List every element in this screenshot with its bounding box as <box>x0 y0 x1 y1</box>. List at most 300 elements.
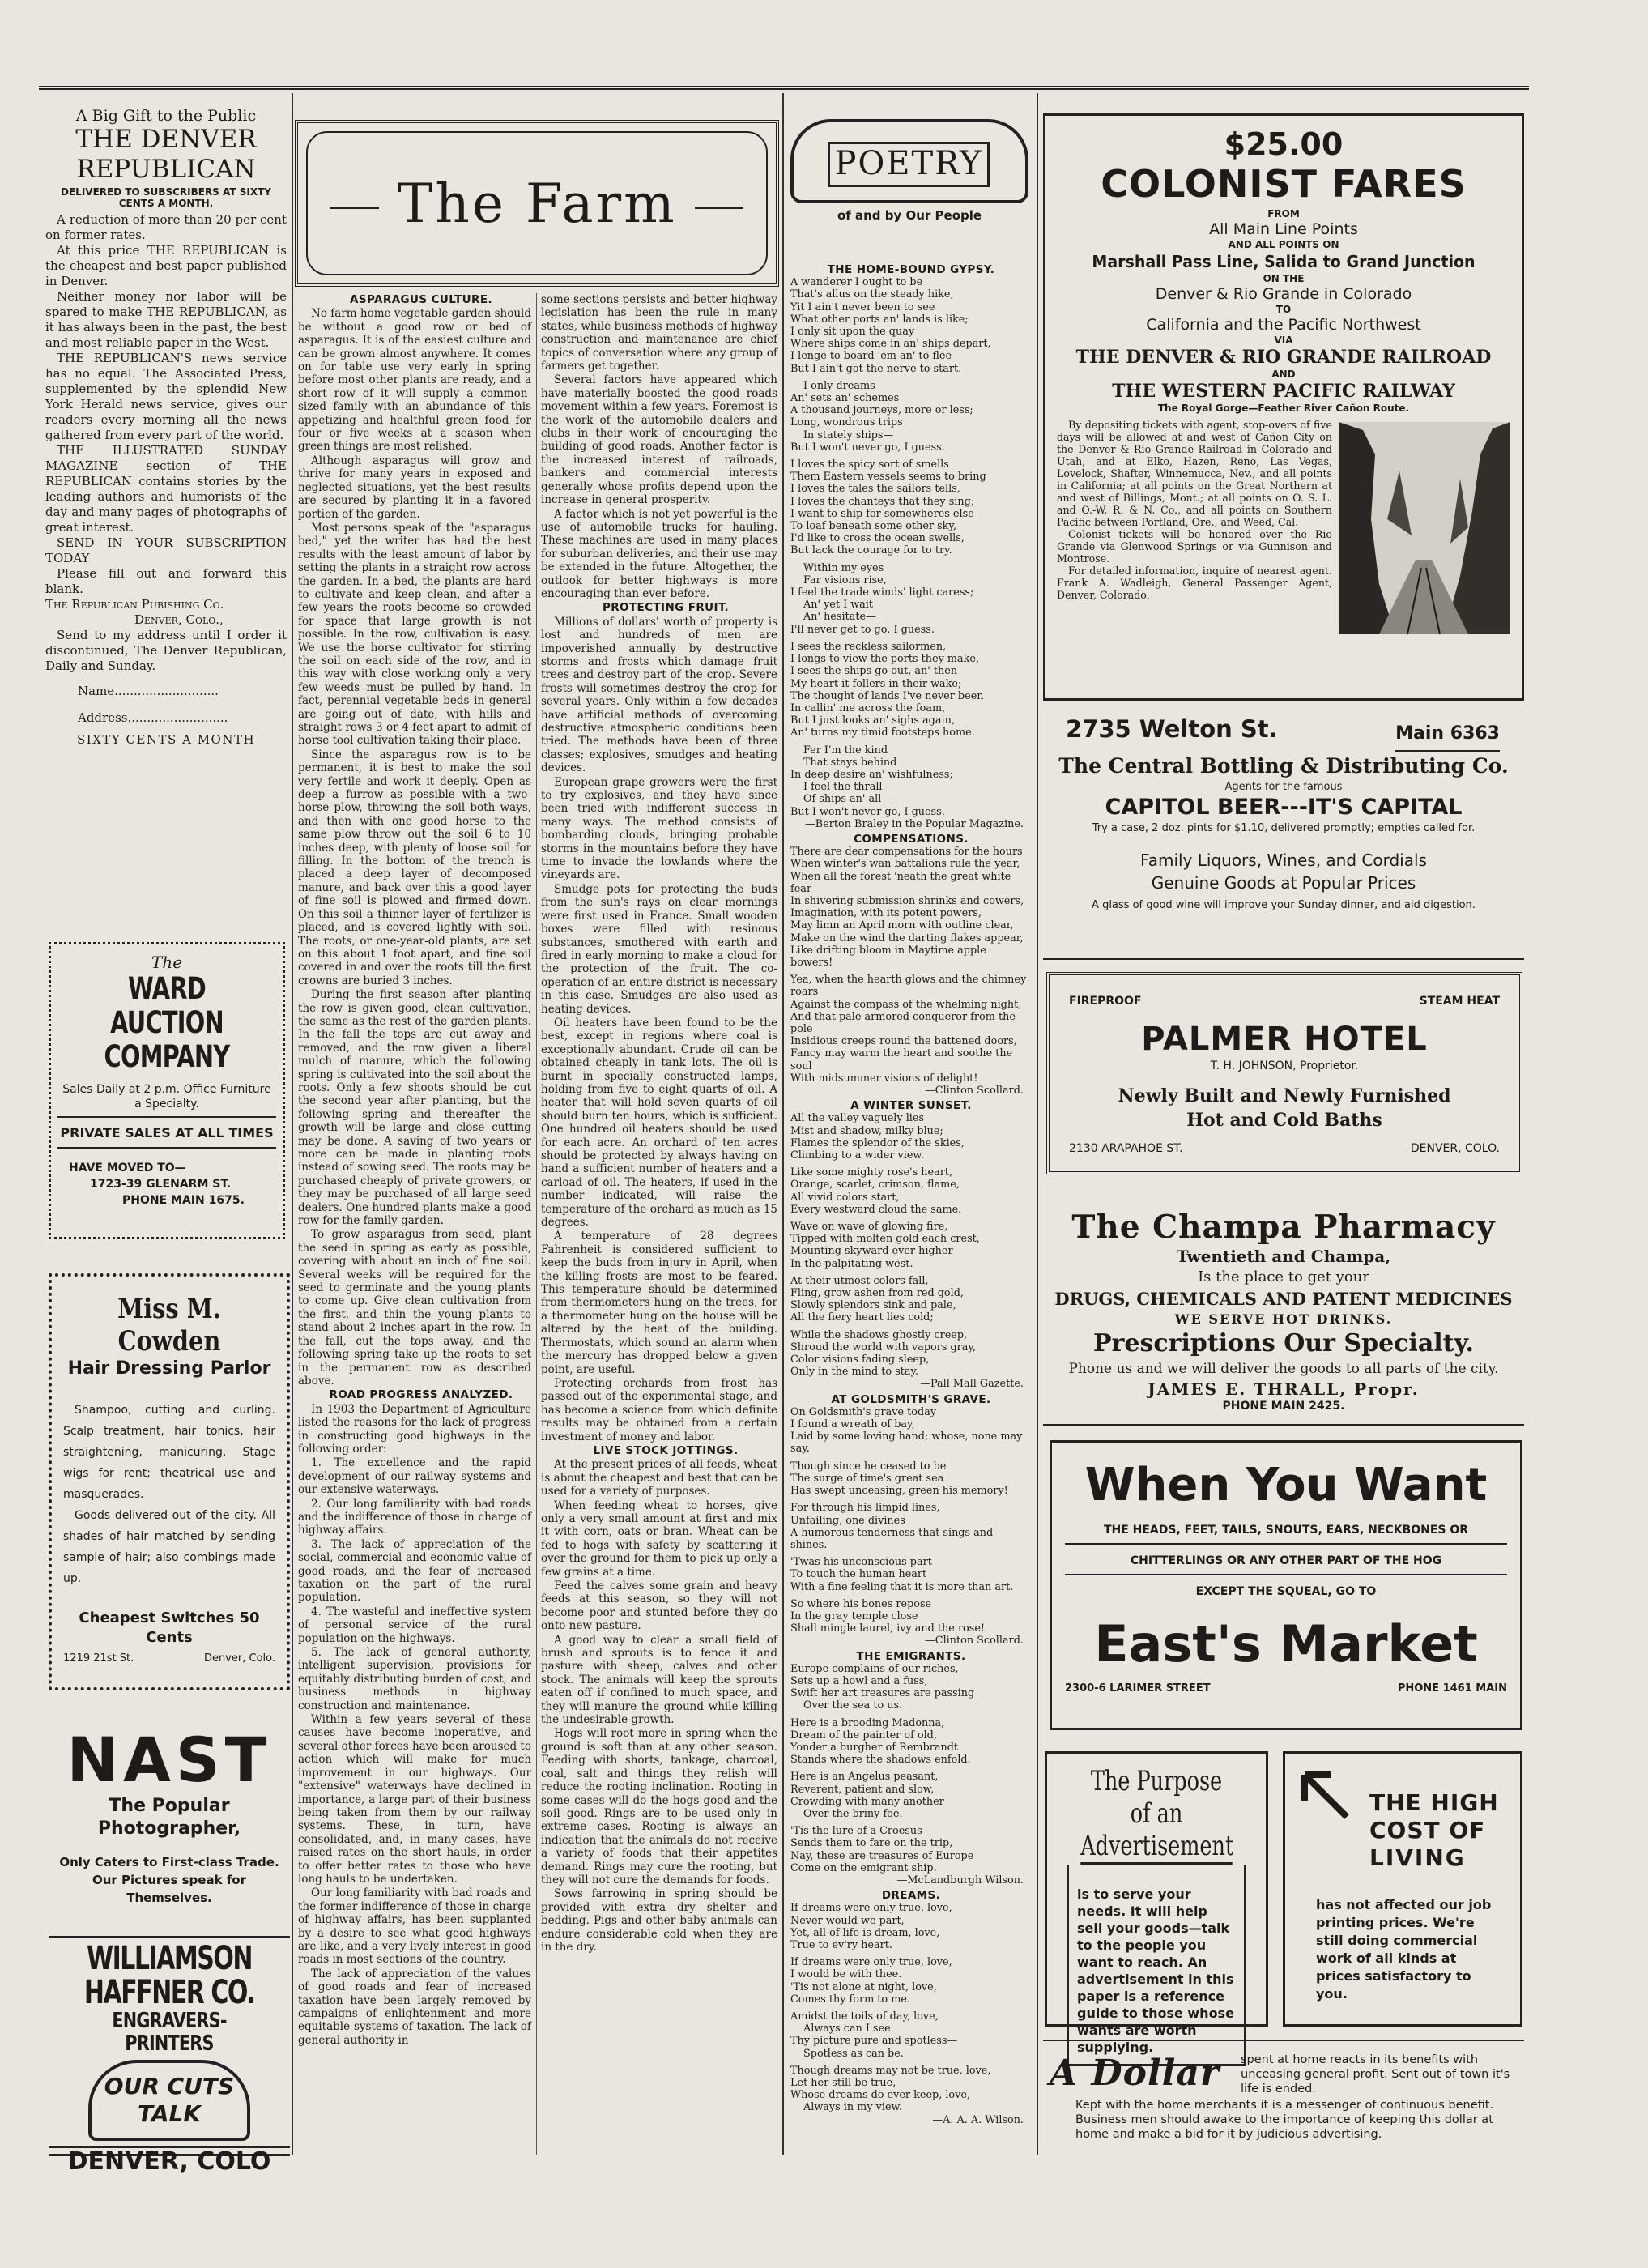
poem-title: AT GOLDSMITH'S GRAVE. <box>831 1392 991 1406</box>
paragraph: At the present prices of all feeds, wheat is about the cheapest and best that can be used for a variety of purposes. <box>541 1458 777 1498</box>
poem-line: I only sit upon the quay <box>790 326 915 339</box>
poem-line: I feel the trade winds' light caress; <box>790 586 974 599</box>
poem-line: But I won't never go, I guess. <box>790 805 945 818</box>
poem-line: I loves the spicy sort of smells <box>790 458 949 471</box>
colonist-fares-ad <box>1043 113 1524 701</box>
paragraph: A factor which is not yet powerful is the use of automobile trucks for hauling. These machines are used in many places for suburban deliveries, and their use may be extended in the future. Altogether, the outlook for better highways is more encouraging than ever before. <box>541 507 777 600</box>
column-rule <box>782 93 784 2155</box>
poem-line: A wanderer I ought to be <box>790 276 923 289</box>
fare-line: The Royal Gorge—Feather River Cañon Route. <box>1157 403 1410 414</box>
poem-line: An' sets an' schemes <box>790 392 900 405</box>
poem-line: Whose dreams do ever keep, love, <box>790 2089 971 2102</box>
poem-line: With midsummer visions of delight! <box>790 1072 978 1085</box>
name-field[interactable]: Name........................... <box>78 684 219 698</box>
poem-line: Fer I'm the kind <box>803 744 888 757</box>
gift-line: A Big Gift to the Public <box>75 107 257 125</box>
ward-auction-ad <box>49 942 285 1239</box>
palmer-hotel-ad <box>1046 972 1522 1174</box>
champa-pharmacy-ad <box>1043 1209 1524 1419</box>
paragraph: Please fill out and forward this blank. <box>45 566 287 596</box>
poem-line: In the palpitating west. <box>790 1257 913 1270</box>
paragraph: Smudge pots for protecting the buds from the sun's rays on clear mornings were first used in France. Small wooden boxes were filled with resinous substances, smothered with earth and fired in early morning to make a cloud for the protection of the fruit. The co-operation of an entire district is necessary in this case. Smudges are also used as heating devices. <box>541 882 777 1016</box>
paragraph: A reduction of more than 20 per cent on former rates. <box>45 212 287 242</box>
poem-line: That's allus on the steady hike, <box>790 288 954 301</box>
poem-line: Unfailing, one divines <box>790 1514 905 1527</box>
nast-title: NAST <box>66 1724 272 1796</box>
poem-line: Yet, all of life is dream, love, <box>790 1926 940 1939</box>
poem-line: But lack the courage for to try. <box>790 544 952 557</box>
poem-line: Color visions fading sleep, <box>790 1354 930 1366</box>
poem-line: I sees the reckless sailormen, <box>790 640 947 653</box>
easts-market-ad <box>1050 1440 1522 1730</box>
poem-line: Always in my view. <box>803 2101 903 2114</box>
wh-emblem-text: OUR CUTS TALK <box>104 2073 235 2127</box>
nast-ad <box>49 1725 290 1920</box>
cost-text: has not affected our job printing prices. We're still doing commercial work of all kinds at prices satisfactory to you. <box>1316 1897 1492 2002</box>
poem-line: All the fiery heart lies cold; <box>790 1311 934 1324</box>
address-field[interactable]: Address.......................... <box>78 710 228 725</box>
cowden-switches: Cheapest Switches 50 Cents <box>79 1609 260 1646</box>
dollar-title: A Dollar <box>1050 2053 1220 2094</box>
paragraph: Denver, Colo., <box>134 612 224 627</box>
poem-line: An' yet I wait <box>803 599 874 612</box>
poem-line: Like drifting bloom in Maytime apple bowers! <box>790 944 986 969</box>
ward-text: Sales Daily at 2 p.m. Office Furniture a Specialty. <box>62 1083 271 1111</box>
paragraph: When feeding wheat to horses, give only a very small amount at first and mix it with corn, oats or bran. Wheat can be fed to hogs with safety by scattering it over the ground for them to pick up only a few grains at a time. <box>541 1498 777 1579</box>
poem-line: My heart it follers in their wake; <box>790 677 962 690</box>
poem-line: If dreams were only true, love, <box>790 1956 952 1969</box>
poem-line: Sets up a howl and a fuss, <box>790 1674 928 1687</box>
purpose-title2: Advertisement <box>1080 1830 1233 1865</box>
poem <box>790 1902 1032 2113</box>
poem-line: Far visions rise, <box>803 573 887 586</box>
poem-title: A WINTER SUNSET. <box>850 1099 972 1113</box>
cowden-sub: Hair Dressing Parlor <box>67 1358 271 1379</box>
pharmacy-drugs: DRUGS, CHEMICALS AND PATENT MEDICINES <box>1054 1289 1513 1309</box>
hotel-city: DENVER, COLO. <box>1410 1142 1500 1155</box>
paragraph: Hogs will root more in spring when the ground is soft than at any other season. Feeding with shorts, tankage, charcoal, coal, salt and things they relish will reduce the rooting inclination. Rooting in some cases will do the hogs good and the soil good. Rings are to be used only in extreme cases. Rooting is always an indication that the animals do not receive a variety of foods that their appetites demand. Rings may cure the rooting, but they will not cure the demands for foods. <box>541 1727 777 1886</box>
fare-line: FROM <box>1267 208 1300 220</box>
paragraph: In 1903 the Department of Agriculture listed the reasons for the lack of progress in constructing good highways in the following order: <box>298 1402 531 1456</box>
poem-line: Over the sea to us. <box>803 1699 903 1712</box>
poem-line: Within my eyes <box>803 561 884 574</box>
poem-line: Orange, scarlet, crimson, flame, <box>790 1179 960 1192</box>
ward-private: PRIVATE SALES AT ALL TIMES <box>60 1125 274 1140</box>
poem-line: Laid by some loving hand; whose, none may say. <box>790 1430 1023 1456</box>
poem-line: There are dear compensations for the hours <box>790 846 1023 859</box>
poem-line: 'Tis the lure of a Croesus <box>790 1825 922 1838</box>
poem-line: For through his limpid lines, <box>790 1502 940 1515</box>
poem-line: Tipped with molten gold each crest, <box>790 1233 980 1246</box>
poem-line: All the valley vaguely lies <box>790 1112 925 1125</box>
poem-line: True to ev'ry heart. <box>790 1939 892 1951</box>
farm-column-b <box>541 293 777 2156</box>
poem-line: Make on the wind the darting flakes appear, <box>790 932 1024 944</box>
fare-text: Colonist tickets will be honored over the Rio Grande via Glenwood Springs or via Gunnison and Montrose. <box>1057 528 1332 565</box>
hotel-fireproof: FIREPROOF <box>1069 995 1142 1008</box>
bottling-liquors: Family Liquors, Wines, and Cordials <box>1140 850 1427 870</box>
fare-line: All Main Line Points <box>1209 220 1358 238</box>
poem-line: Fancy may warm the heart and soothe the soul <box>790 1047 1013 1072</box>
poem-line: Spotless as can be. <box>803 2047 904 2060</box>
masthead-line2: REPUBLICAN <box>76 155 256 184</box>
fare-title: COLONIST FARES <box>1101 162 1467 206</box>
poem-line: I feel the thrall <box>803 781 883 794</box>
paragraph: A good way to clear a small field of brush and sprouts is to fence it and pasture with sheep, calves and other stock. The animals will keep the sprouts eaten off if confined to much space, and they will manure the ground while killing the undesirable growth. <box>541 1633 777 1727</box>
paragraph: THE REPUBLICAN'S news service has no equal. The Associated Press, supplemented by the splendid New York Herald news service, gives our readers every morning all the news gathered from every part of the world. <box>45 351 287 442</box>
arrow-icon <box>1298 1768 1355 1846</box>
poem-line: On Goldsmith's grave today <box>790 1405 937 1418</box>
poetry-column <box>790 264 1032 2156</box>
wh-line1: WILLIAMSON <box>87 1940 252 1977</box>
market-name: East's Market <box>1094 1614 1478 1673</box>
poem-line: I longs to view the ports they make, <box>790 653 980 666</box>
paragraph: At this price THE REPUBLICAN is the cheapest and best paper published in Denver. <box>45 243 287 288</box>
paragraph: To grow asparagus from seed, plant the seed in spring as early as possible, covering with about an inch of fine soil. Several weeks will be required for the seed to germinate and the young plants to come up. Give clean cultivation from the first, and thin the young plants to stand about 2 inches apart in the row. In the fall, cut the tops away, and the following spring take up the roots to set in the permanent row as described above. <box>298 1228 531 1388</box>
hotel-steam: STEAM HEAT <box>1419 995 1500 1008</box>
top-rule <box>39 86 1529 90</box>
poem-line: To loaf beneath some other sky, <box>790 520 957 533</box>
poem-line: With a fine feeling that it is more than art. <box>790 1580 1014 1593</box>
poem-line: Stands where the shadows enfold. <box>790 1754 971 1767</box>
poem-line: Climbing to a wider view. <box>790 1149 924 1162</box>
purpose-text: is to serve your needs. It will help sell your goods—talk to the people you want to reach. An advertisement in this paper is a reference guide to those whose wants are worth supplying. <box>1077 1886 1234 2055</box>
poem-signature: —McLandburgh Wilson. <box>896 1874 1024 1886</box>
paragraph: The lack of appreciation of the values of good roads and fear of increased taxation have been largely removed by campaigns of enlightenment and more equitable systems of taxation. The lack of general authority in <box>298 1967 531 2047</box>
cost-line1: THE HIGH <box>1369 1789 1499 1816</box>
poem-line: Though dreams may not be true, love, <box>790 2064 991 2077</box>
poem-line: In stately ships— <box>803 428 894 441</box>
poem-line: In deep desire an' wishfulness; <box>790 768 953 781</box>
paragraph: Protecting orchards from frost has passed out of the experimental stage, and has become a science from which definite results may be obtained from a certain investment of money and labor. <box>541 1376 777 1443</box>
williamson-haffner-ad <box>49 1936 290 2176</box>
poem-line: In callin' me across the foam, <box>790 701 946 714</box>
heading-asparagus: ASPARAGUS CULTURE. <box>350 293 492 306</box>
poem-line: When all the forest 'neath the great white fear <box>790 870 1011 895</box>
bottling-name: The Central Bottling & Distributing Co. <box>1058 754 1509 778</box>
poem-line: And that pale armored conqueror from the pole <box>790 1010 1016 1035</box>
poem-line: The surge of time's great sea <box>790 1472 944 1485</box>
paragraph: 2. Our long familiarity with bad roads and the indifference of those in charge of highway affairs. <box>298 1497 531 1537</box>
cowden-text: Shampoo, cutting and curling. Scalp treatment, hair tonics, hair straightening, manicuring. Stage wigs for rent; theatrical use and masquerades. <box>63 1404 275 1501</box>
paragraph: Send to my address until I order it discontinued, The Denver Republican, Daily and Sunday. <box>45 628 287 673</box>
delivered-line: DELIVERED TO SUBSCRIBERS AT SIXTY CENTS A MONTH. <box>61 186 271 209</box>
pharmacy-location: Twentieth and Champa, <box>1176 1247 1391 1266</box>
ward-the: The <box>151 953 183 972</box>
poem <box>790 846 1032 1085</box>
paragraph: THE ILLUSTRATED SUNDAY MAGAZINE section of THE REPUBLICAN contains stories by the leading authors and humorists of the day and many pages of photographs of great interest. <box>45 443 287 535</box>
bottling-offer: Try a case, 2 doz. pints for $1.10, delivered promptly; empties called for. <box>1092 822 1476 834</box>
poem-line: That stays behind <box>803 756 897 769</box>
poem-line: I'll never get to go, I guess. <box>790 623 935 636</box>
ad-rule <box>1043 958 1524 960</box>
market-phone: PHONE 1461 MAIN <box>1397 1682 1507 1695</box>
poem <box>790 1112 1032 1378</box>
poem-line: I only dreams <box>803 379 875 392</box>
bottling-genuine: Genuine Goods at Popular Prices <box>1151 873 1416 893</box>
pharmacy-name: The Champa Pharmacy <box>1071 1209 1496 1246</box>
paragraph: Our long familiarity with bad roads and the former indifference of those in charge of highway affairs, has been supplanted by a desire to see what good highways are like, and a very lively interest in good roads in most sections of the country. <box>298 1886 531 1967</box>
fare-line: AND ALL POINTS ON <box>1228 239 1339 250</box>
poem-line: Mist and shadow, milky blue; <box>790 1124 943 1137</box>
ward-address: 1723-39 GLENARM ST. <box>90 1178 232 1191</box>
market-title: When You Want <box>1084 1459 1488 1511</box>
high-cost-ad <box>1283 1751 1522 2027</box>
column-rule <box>536 293 537 2155</box>
column-rule <box>1037 93 1038 2155</box>
poem-line: Come on the emigrant ship. <box>790 1861 937 1874</box>
poem-line: Every westward cloud the same. <box>790 1203 962 1216</box>
poem-line: Fling, grow ashen from red gold, <box>790 1287 964 1300</box>
poem-line: 'Twas his unconscious part <box>790 1556 932 1569</box>
poem-title: THE HOME-BOUND GYPSY. <box>827 263 995 276</box>
heading-fruit: PROTECTING FRUIT. <box>602 601 730 615</box>
dollar-text: spent at home reacts in its benefits with unceasing general profit. Sent out of town it's life is ended. <box>1241 2053 1510 2095</box>
poem-line: Over the briny foe. <box>803 1807 903 1820</box>
paragraph: 1. The excellence and the rapid development of our railway systems and our extensive waterways. <box>298 1456 531 1497</box>
paragraph: The Republican Pubishing Co. <box>45 597 224 612</box>
paragraph: Most persons speak of the "asparagus bed," yet the writer has had the best results with the least amount of labor by setting the plants in a straight row across the garden. In a bed, the plants are hard to cultivate and keep clean, and after a few years the roots become so crowded for space that large growth is not possible. In the row, cultivation is easy. We use the horse cultivator for stirring the soil on each side of the row, and in this way with close working only a very few weeds must be pulled by hand. In fact, perennial vegetable beds in general are going out of date, with hills and straight rows 3 or 4 feet apart to admit of horse tool cultivation taking their place. <box>298 521 531 748</box>
poem-line: Of ships an' all— <box>803 793 892 806</box>
poem-line: Has swept unceasing, green his memory! <box>790 1485 1008 1498</box>
poem-line: Yea, when the hearth glows and the chimney roars <box>790 974 1027 999</box>
paragraph: 5. The lack of general authority, intelligent supervision, provisions for equitably distributing burden of cost, and business methods in highway construction and maintenance. <box>298 1646 531 1712</box>
poem-line: In shivering submission shrinks and cowers, <box>790 894 1024 907</box>
ward-moved: HAVE MOVED TO— <box>69 1162 186 1174</box>
bottling-phone: Main 6363 <box>1395 718 1500 752</box>
poem-line: At their utmost colors fall, <box>790 1274 929 1287</box>
hotel-baths: Hot and Cold Baths <box>1186 1110 1382 1131</box>
poem-line: Yit I ain't never been to see <box>790 301 935 313</box>
wh-city: DENVER, COLO <box>49 2146 290 2176</box>
poem-line: I lenge to board 'em an' to flee <box>790 350 952 363</box>
poem-line: A thousand journeys, more or less; <box>790 404 973 417</box>
paragraph: some sections persists and better highway legislation has been the rule in many states, while business methods of highway construction and maintenance are chief topics of conversation where any group of farmers get together. <box>541 293 777 373</box>
poem-line: But I won't never go, I guess. <box>790 441 945 454</box>
paragraph: 3. The lack of appreciation of the social, commercial and economic value of good roads, and the fear of increased taxation on the part of the rural population. <box>298 1537 531 1605</box>
poem-line: What other ports an' lands is like; <box>790 313 969 326</box>
market-address: 2300-6 LARIMER STREET <box>1065 1682 1211 1695</box>
poem-line: Mounting skyward ever higher <box>790 1245 953 1258</box>
poem-line: Comes thy form to me. <box>790 1993 910 2006</box>
poem-signature: —Clinton Scollard. <box>924 1085 1024 1097</box>
pharmacy-place: Is the place to get your <box>1198 1268 1369 1285</box>
poem-line: Swift her art treasures are passing <box>790 1687 975 1700</box>
wh-line3: ENGRAVERS-PRINTERS <box>112 2009 227 2056</box>
poem <box>790 276 1032 818</box>
poem-line: Nay, these are treasures of Europe <box>790 1849 974 1862</box>
poem-line: Dream of the painter of old, <box>790 1729 937 1742</box>
bottling-wine: A glass of good wine will improve your Sunday dinner, and aid digestion. <box>1092 899 1476 911</box>
poem-line: Against the compass of the whelming night, <box>790 998 1022 1011</box>
paragraph: Within a few years several of these causes have become inoperative, and several other forces have been aroused to action which will make for much improvement in our highways. Our "extensive" waterways have declined in importance, a large part of their business being taken from them by our railway systems. These, in turn, have consolidated, and, in many cases, have raised rates on the short hauls, in order to offer better rates to those who have long hauls to be undertaken. <box>298 1713 531 1886</box>
poem-line: I sees the ships go out, an' then <box>790 665 958 678</box>
poem-line: Wave on wave of glowing fire, <box>790 1221 948 1234</box>
fare-line: AND <box>1271 369 1296 380</box>
ad-rule <box>1043 1424 1524 1426</box>
poem-line: Shall mingle laurel, ivy and the rose! <box>790 1622 986 1635</box>
wh-emblem <box>88 2060 250 2141</box>
fare-text: For detailed information, inquire of nearest agent. Frank A. Wadleigh, General Passenger Agent, Denver, Colorado. <box>1057 565 1332 601</box>
poem-line: Reverent, patient and slow, <box>790 1783 935 1796</box>
poem-line: But I ain't got the nerve to start. <box>790 362 962 375</box>
poem-line: Flames the splendor of the skies, <box>790 1136 965 1149</box>
poem-line: I'd like to cross the ocean swells, <box>790 532 965 545</box>
poem-signature: —A. A. A. Wilson. <box>932 2113 1024 2126</box>
paragraph: Millions of dollars' worth of property is lost and hundreds of men are impoverished annually by destructive storms and frosts which damage fruit trees and destroy part of the crop. Severe frosts will sometimes destroy the crop for several years. Only within a few decades have artificial methods of overcoming destructive atmospheric conditions been tried. The methods have been of three classes; explosives, smudges and heating devices. <box>541 615 777 775</box>
poem-line: Crowding with many another <box>790 1795 944 1808</box>
heading-livestock: LIVE STOCK JOTTINGS. <box>593 1443 739 1457</box>
fare-line: California and the Pacific Northwest <box>1146 316 1421 334</box>
pharmacy-phone: PHONE MAIN 2425. <box>1222 1400 1345 1413</box>
poem-line: While the shadows ghostly creep, <box>790 1328 968 1341</box>
poem-line: I loves the chanteys that they sing; <box>790 495 975 508</box>
farm-column-a <box>298 293 531 2156</box>
pharmacy-prescriptions: Prescriptions Our Specialty. <box>1093 1329 1474 1358</box>
purpose-ad <box>1045 1751 1268 2055</box>
poem-title: THE EMIGRANTS. <box>856 1649 966 1663</box>
fare-line: TO <box>1275 304 1292 315</box>
poem-line: Sends them to fare on the trip, <box>790 1837 953 1850</box>
heading-road: ROAD PROGRESS ANALYZED. <box>329 1388 513 1402</box>
paragraph: European grape growers were the first to try explosives, and they have since been tried with indifferent success in many ways. The method consists of bombarding clouds, bringing probable storms in the mountains before they have time to invade the lowlands where the vineyards are. <box>541 775 777 882</box>
poem-line: Shroud the world with vapors gray, <box>790 1341 977 1354</box>
fare-line: THE DENVER & RIO GRANDE RAILROAD <box>1075 347 1492 368</box>
bottling-address: 2735 Welton St. <box>1066 715 1278 743</box>
hotel-name: PALMER HOTEL <box>1141 1021 1428 1058</box>
fare-price: $25.00 <box>1224 126 1344 162</box>
poem-line: So where his bones repose <box>790 1597 932 1610</box>
dollar-ad <box>1043 2040 1524 2155</box>
bottling-beer: CAPITOL BEER---IT'S CAPITAL <box>1105 795 1463 820</box>
pharmacy-proprietor: JAMES E. THRALL, Propr. <box>1148 1379 1420 1399</box>
hotel-proprietor: T. H. JOHNSON, Proprietor. <box>1210 1059 1359 1072</box>
poem-line: Long, wondrous trips <box>790 416 903 429</box>
poem-line: Amidst the toils of day, love, <box>790 2010 939 2023</box>
paragraph: No farm home vegetable garden should be without a good row or bed of asparagus. It is of the easiest culture and can be grown almost anywhere. It comes on for table use very early in spring before most other plants are ready, and a short row of it will supply a common-sized family with an abundance of this appetizing and healthful green food for four or five weeks at a season when green things are most relished. <box>298 307 531 454</box>
ward-title2: COMPANY <box>104 1039 230 1074</box>
poem-line: In the gray temple close <box>790 1609 918 1622</box>
poem-line: I loves the tales the sailors tells, <box>790 483 960 496</box>
fare-line: ON THE <box>1263 273 1305 284</box>
pharmacy-drinks: WE SERVE HOT DRINKS. <box>1174 1311 1393 1327</box>
paragraph: Although asparagus will grow and thrive for many years in exposed and neglected situations, yet the best results are secured by planting it in a favored portion of the garden. <box>298 454 531 521</box>
market-line: THE HEADS, FEET, TAILS, SNOUTS, EARS, NECKBONES OR <box>1103 1524 1469 1537</box>
poem-line: I want to ship for somewheres else <box>790 507 974 520</box>
paragraph: 4. The wasteful and ineffective system of personal service of the rural population on the highways. <box>298 1605 531 1645</box>
poem-line: Let her still be true, <box>790 2077 896 2090</box>
masthead-line1: THE DENVER <box>75 125 257 154</box>
poem <box>790 1406 1032 1635</box>
poem-line: I found a wreath of bay, <box>790 1418 915 1431</box>
cost-line2: COST OF <box>1369 1817 1486 1844</box>
poem-line: Insidious creeps round the battened doors, <box>790 1035 1017 1048</box>
poem-line: Where ships come in an' ships depart, <box>790 338 991 351</box>
column-rule <box>292 93 293 2155</box>
poem <box>790 1663 1032 1874</box>
poem-signature: —Berton Braley in the Popular Magazine. <box>805 817 1024 830</box>
poem-line: Europe complains of our riches, <box>790 1662 959 1675</box>
poem-line: Here is a brooding Madonna, <box>790 1716 945 1729</box>
farm-title: The Farm <box>397 173 677 235</box>
paragraph: A temperature of 28 degrees Fahrenheit is considered sufficient to keep the buds from injury in April, when the killing frosts are most to be feared. This temperature should be determined from thermometers hung on the trees, for a thermometer hung on the house will be altered by the heat of the building. Thermostats, which sound an alarm when the mercury has dropped below a given point, are useful. <box>541 1230 777 1376</box>
poetry-title: POETRY <box>834 145 983 182</box>
poem-line: May limn an April morn with outline clear, <box>790 919 1014 932</box>
fare-line: THE WESTERN PACIFIC RAILWAY <box>1112 381 1455 402</box>
paragraph: During the first season after planting the row is given good, clean cultivation, the same as the rest of the garden plants. In the fall the tops are cut away and removed, and the row given a liberal mulch of manure, which the following spring is cultivated into the soil about the roots. Only a few shoots should be cut the second year after planting, but the following spring and thereafter the growth will be large and close cutting may be done. A saving of two years or more can be made in planting roots instead of sowing seed. The roots may be purchased cheaply of private growers, or they may be purchased of all large seed dealers. One hundred plants make a good row for the family garden. <box>298 988 531 1228</box>
paragraph: Sows farrowing in spring should be provided with extra dry shelter and bedding. Pigs and other baby animals can endure considerable cold when they are in the dry. <box>541 1887 777 1954</box>
ward-phone: PHONE MAIN 1675. <box>122 1194 245 1207</box>
paragraph: Feed the calves some grain and heavy feeds at this season, so they will not become poor and stunted before they go onto new pasture. <box>541 1580 777 1633</box>
paragraph: Several factors have appeared which have materially boosted the good roads movement within a few years. Foremost is the work of the automobile dealers and clubs in their work of encouraging the building of good roads. Another factor is the increased interest of railroads, bankers and commercial interests generally whose profits depend upon the increase in general prosperity. <box>541 373 777 507</box>
poem-line: Only in the mind to stay. <box>790 1366 919 1379</box>
cowden-city: Denver, Colo. <box>203 1652 275 1665</box>
paragraph: Neither money nor labor will be spared to make THE REPUBLICAN, as it has always been in the past, the best and most reliable paper in the West. <box>45 289 287 350</box>
poem-line: An' turns my timid footsteps home. <box>790 727 975 740</box>
poem-line: When winter's wan battalions rule the year, <box>790 858 1020 871</box>
poem-signature: —Clinton Scollard. <box>924 1635 1024 1648</box>
central-bottling-ad <box>1043 713 1524 956</box>
hotel-address: 2130 ARAPAHOE ST. <box>1069 1142 1183 1155</box>
poem-line: Thy picture pure and spotless— <box>790 2035 958 2048</box>
poem-line: I would be with thee. <box>790 1968 902 1981</box>
poem-line: Always can I see <box>803 2023 891 2036</box>
poem-title: DREAMS. <box>881 1889 941 1903</box>
poem-line: All vivid colors start, <box>790 1191 900 1204</box>
purpose-title: The Purpose of an <box>1090 1765 1223 1830</box>
poem-line: If dreams were only true, love, <box>790 1902 952 1915</box>
farm-header <box>295 120 779 287</box>
poem-line: A humorous tenderness that sings and shines. <box>790 1526 994 1551</box>
wh-line2: HAFFNER CO. <box>83 1974 255 2011</box>
fare-line: Marshall Pass Line, Salida to Grand Junction <box>1092 252 1476 271</box>
poem-line: But I just looks an' sighs again, <box>790 714 955 727</box>
poem-line: An' hesitate— <box>803 611 876 624</box>
market-line: CHITTERLINGS OR ANY OTHER PART OF THE HOG <box>1130 1554 1442 1567</box>
poem-line: Imagination, with its potent powers, <box>790 907 982 920</box>
pharmacy-phone-us: Phone us and we will deliver the goods to all parts of the city. <box>1068 1361 1499 1377</box>
poem-line: To touch the human heart <box>790 1568 927 1581</box>
royal-gorge-image <box>1339 422 1510 634</box>
poem-line: Slowly splendors sink and pale, <box>790 1299 956 1312</box>
cowden-address: 1219 21st St. <box>63 1652 134 1665</box>
poem-line: The thought of lands I've never been <box>790 689 984 702</box>
dollar-text2: Kept with the home merchants it is a messenger of continuous benefit. Business men should awake to the importance of keeping this dollar at home and make a bid for it by judicious advertising. <box>1075 2099 1494 2141</box>
poem-line: Here is an Angelus peasant, <box>790 1771 939 1784</box>
denver-republican-ad <box>45 107 287 748</box>
poem-line: Though since he ceased to be <box>790 1460 947 1473</box>
poem-line: 'Tis not alone at night, love, <box>790 1980 937 1993</box>
poem-line: Never would we part, <box>790 1914 905 1927</box>
price-line: SIXTY CENTS A MONTH <box>76 732 256 747</box>
paragraph: SEND IN YOUR SUBSCRIPTION TODAY <box>45 535 287 565</box>
cowden-text2: Goods delivered out of the city. All shades of hair matched by sending sample of hair; also combings made up. <box>63 1509 275 1585</box>
poem-line: Like some mighty rose's heart, <box>790 1166 953 1179</box>
fare-line: Denver & Rio Grande in Colorado <box>1155 285 1412 303</box>
nast-text: Only Caters to First-class Trade. Our Pictures speak for Themselves. <box>59 1855 279 1905</box>
nast-sub: The Popular Photographer, <box>97 1796 241 1839</box>
ward-title1: WARD AUCTION <box>110 971 224 1040</box>
poem-title: COMPENSATIONS. <box>854 832 969 846</box>
cowden-ad <box>49 1273 290 1690</box>
paragraph: Since the asparagus row is to be permanent, it is best to make the soil very fertile and work it deeply. Open as deep a furrow as possible with a two-horse plow, throwing the soil both ways, and then with one good horse to the same plow throw out the soil 6 to 10 inches deep, with plenty of loose soil for filling. In the bottom of the trench is placed a deep layer of decomposed manure, and back over this a good layer of fine soil is plowed and firmed down. On this soil a thinner layer of fertilizer is placed, and is covered lightly with soil. The roots, or one-year-old plants, are set on this about 1 foot apart, and fine soil covered in and over the roots till the first crowns are buried 3 inches. <box>298 748 531 987</box>
hotel-newly: Newly Built and Newly Furnished <box>1118 1085 1451 1106</box>
fare-text: By depositing tickets with agent, stop-overs of five days will be allowed at and west of Cañon City on the Denver & Rio Grande Railroad in Colorado and Utah, and at Elko, Hazen, Reno, Las Vegas, Lovelock, Shafter, Winnemucca, Nev., and all points in California; at all points on the Great Northern at and west of Billings, Mont.; at all points on O. S. L. and O.-W. R. & N. Co., and all points on Southern Pacific between Portland, Ore., and Weed, Cal. <box>1057 419 1332 528</box>
poem-line: Yonder a burgher of Rembrandt <box>790 1741 959 1754</box>
market-line: EXCEPT THE SQUEAL, GO TO <box>1195 1585 1377 1598</box>
fare-line: VIA <box>1274 335 1293 346</box>
paragraph: Oil heaters have been found to be the best, except in regions where coal is exceptionally abundant. Crude oil can be obtained cheaply in tank lots. The oil is burnt in specially constructed lamps, holding from five to eight quarts of oil. A heater that will hold seven quarts of oil should burn ten hours, which is sufficient. One hundred oil heaters should be used for each acre. An orchard of ten acres should be protected by always having on hand a sufficient number of heaters and a carload of oil. The heaters, if used in the number indicated, will raise the temperature of the orchard as much as 15 degrees. <box>541 1016 777 1230</box>
